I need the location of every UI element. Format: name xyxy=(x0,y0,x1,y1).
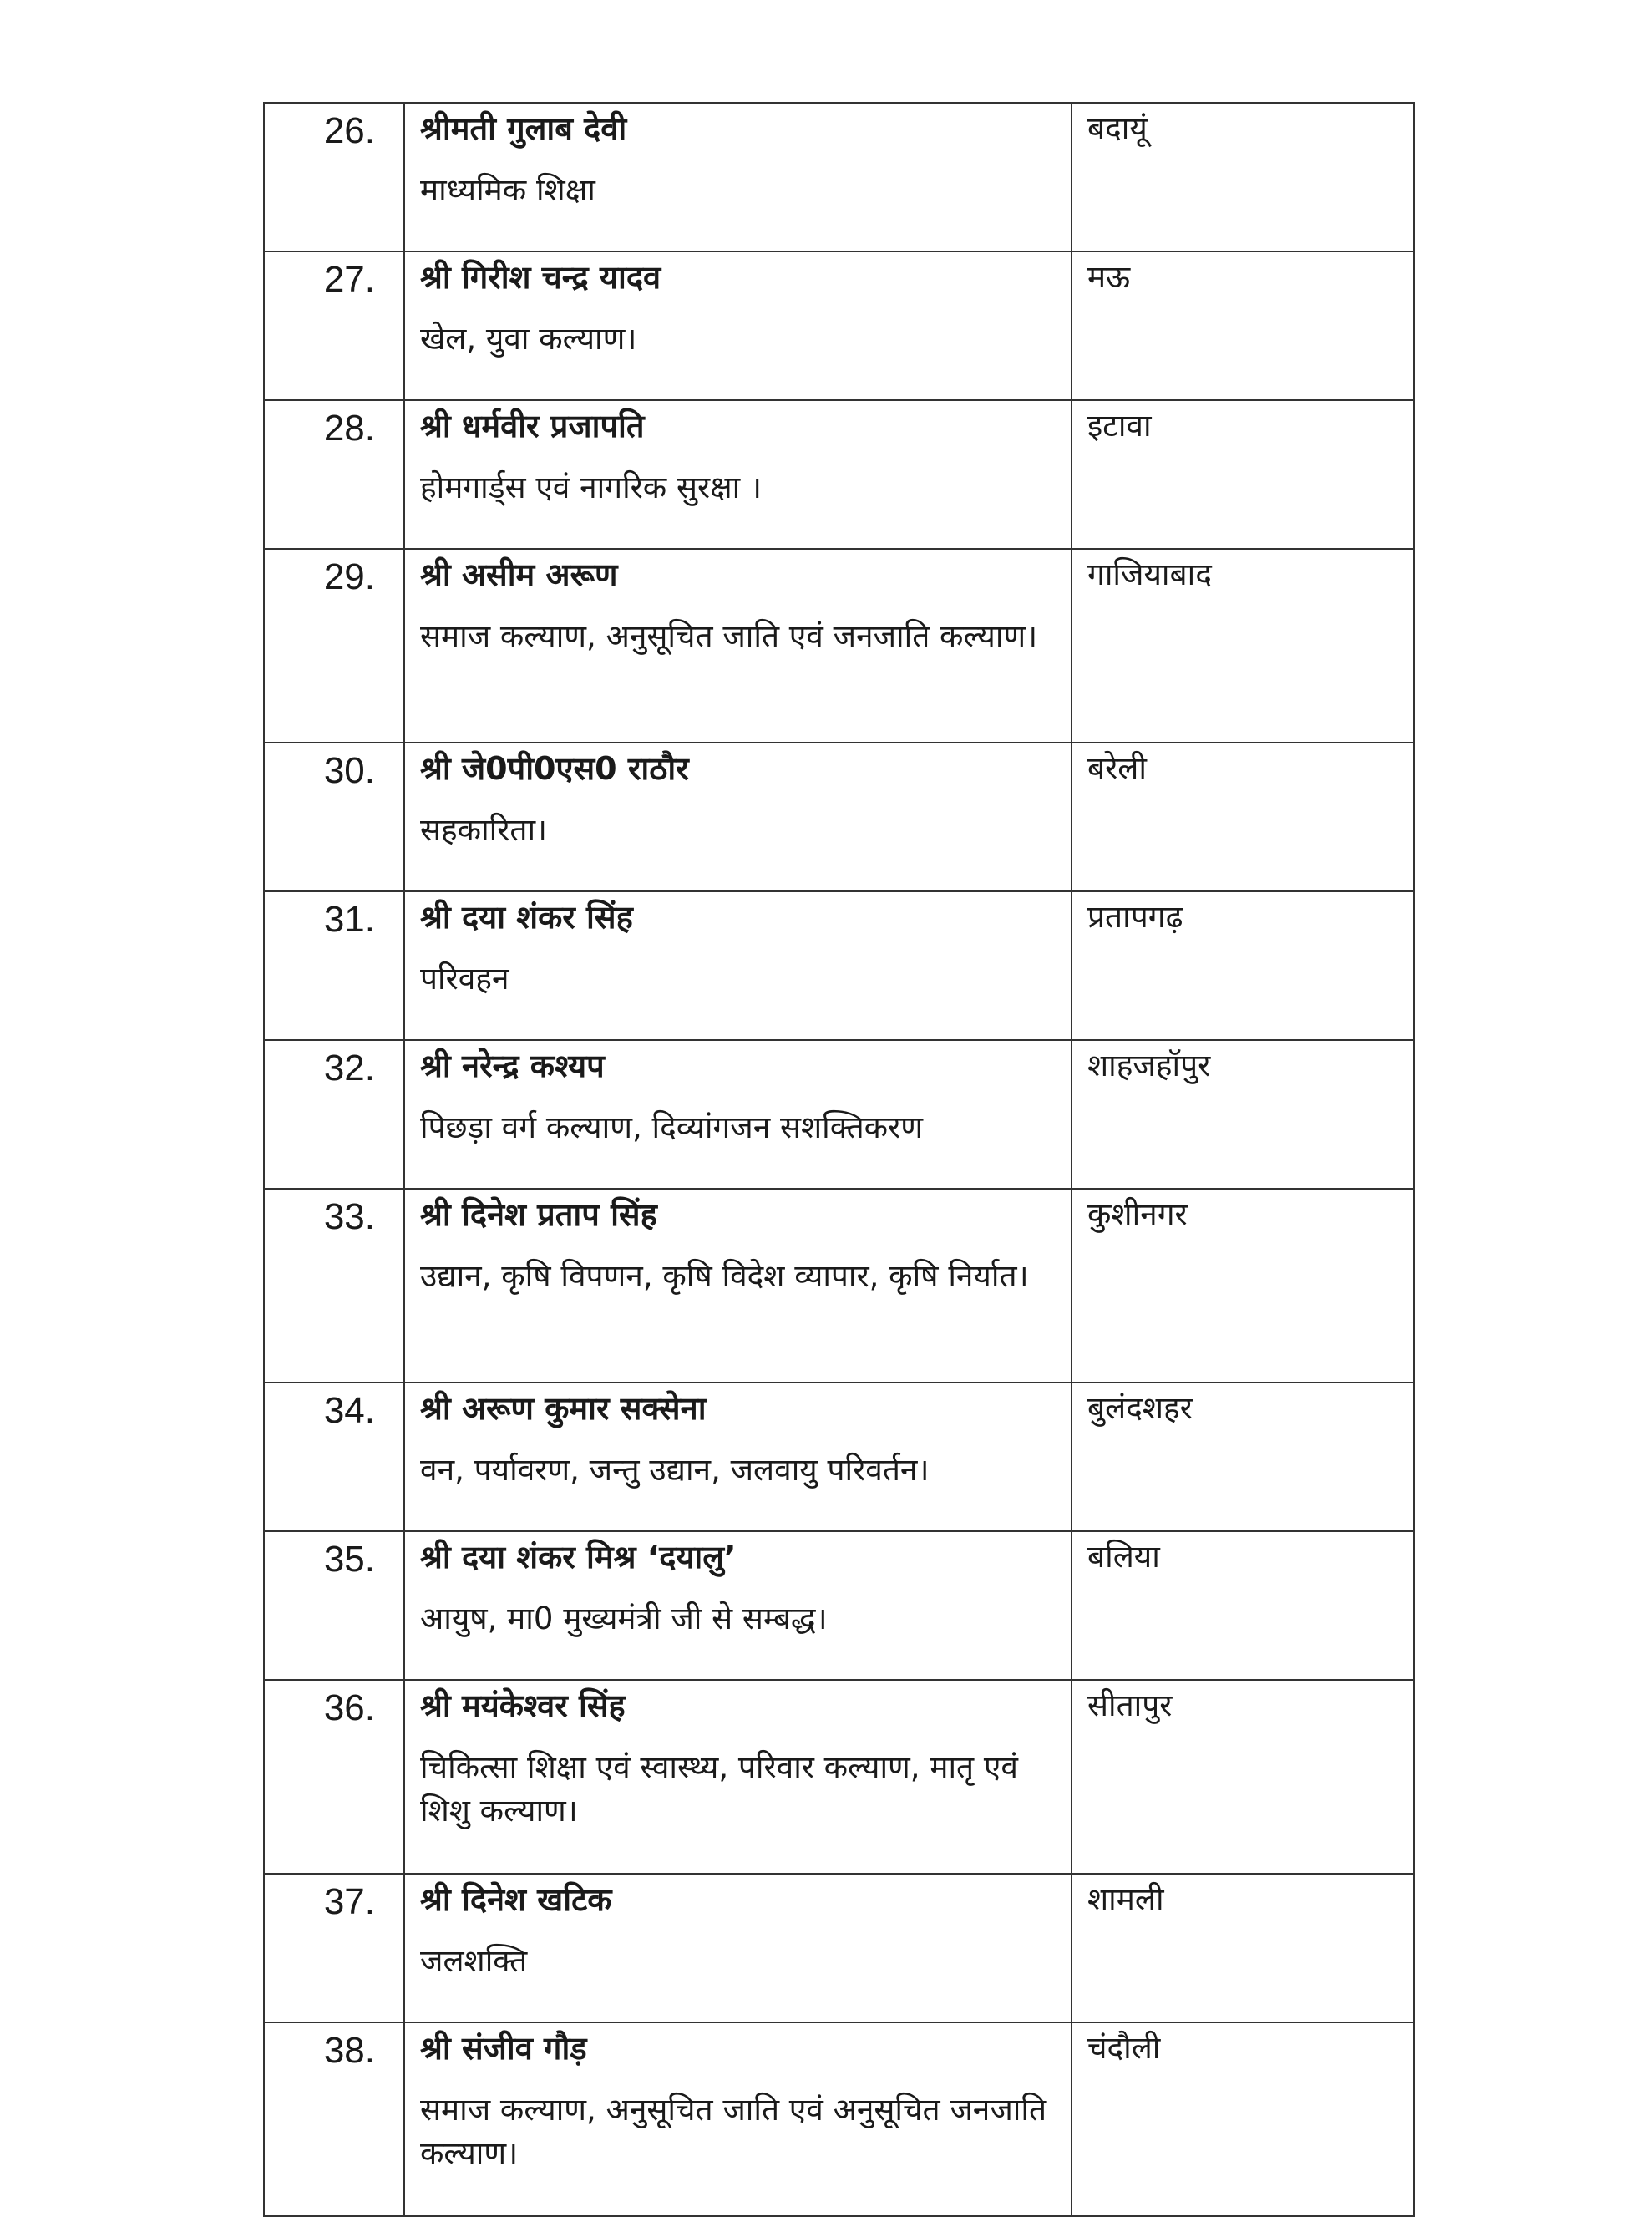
table-row xyxy=(264,1680,1414,1874)
table-row xyxy=(264,891,1414,1040)
serial-number: 28. xyxy=(264,400,404,549)
portfolio: उद्यान, कृषि विपणन, कृषि विदेश व्यापार, कृषि निर्यात। xyxy=(420,1258,1029,1294)
minister-cell xyxy=(404,1874,1072,2022)
minister-name: श्री अरूण कुमार सक्सेना xyxy=(420,1390,707,1427)
district: बुलंदशहर xyxy=(1072,1382,1414,1531)
serial-number: 33. xyxy=(264,1189,404,1382)
district: चंदौली xyxy=(1072,2022,1414,2216)
serial-number: 26. xyxy=(264,103,404,251)
district: बदायूं xyxy=(1072,103,1414,251)
minister-name: श्री दया शंकर सिंह xyxy=(420,899,633,936)
table-row xyxy=(264,2022,1414,2216)
serial-number: 30. xyxy=(264,743,404,891)
portfolio: समाज कल्याण, अनुसूचित जाति एवं अनुसूचित जनजाति कल्याण। xyxy=(420,2092,1047,2171)
minister-cell xyxy=(404,1680,1072,1874)
serial-number: 36. xyxy=(264,1680,404,1874)
minister-cell xyxy=(404,400,1072,549)
minister-name: श्रीमती गुलाब देवी xyxy=(420,110,627,147)
table-row xyxy=(264,1040,1414,1189)
portfolio: होमगार्ड्स एवं नागरिक सुरक्षा । xyxy=(420,469,763,505)
minister-cell xyxy=(404,1189,1072,1382)
portfolio: पिछड़ा वर्ग कल्याण, दिव्यांगजन सशक्तिकरण xyxy=(420,1109,923,1145)
minister-name: श्री नरेन्द्र कश्यप xyxy=(420,1048,605,1084)
district: मऊ xyxy=(1072,251,1414,400)
minister-name: श्री मयंकेश्वर सिंह xyxy=(420,1687,626,1724)
serial-number: 38. xyxy=(264,2022,404,2216)
minister-cell xyxy=(404,1382,1072,1531)
minister-name: श्री जे0पी0एस0 राठौर xyxy=(420,750,689,787)
minister-cell xyxy=(404,1531,1072,1680)
district: गाजियाबाद xyxy=(1072,549,1414,743)
minister-name: श्री दिनेश खटिक xyxy=(420,1881,612,1918)
minister-cell xyxy=(404,2022,1072,2216)
district: बरेली xyxy=(1072,743,1414,891)
district: शाहजहॉपुर xyxy=(1072,1040,1414,1189)
serial-number: 27. xyxy=(264,251,404,400)
portfolio: माध्यमिक शिक्षा xyxy=(420,172,595,208)
table-body xyxy=(264,103,1414,2216)
minister-name: श्री गिरीश चन्द्र यादव xyxy=(420,259,661,296)
minister-cell xyxy=(404,891,1072,1040)
table-row xyxy=(264,1531,1414,1680)
table-row xyxy=(264,549,1414,743)
serial-number: 29. xyxy=(264,549,404,743)
district: बलिया xyxy=(1072,1531,1414,1680)
serial-number: 35. xyxy=(264,1531,404,1680)
table-row xyxy=(264,1189,1414,1382)
minister-cell xyxy=(404,103,1072,251)
table-row xyxy=(264,743,1414,891)
district: प्रतापगढ़ xyxy=(1072,891,1414,1040)
table-row xyxy=(264,251,1414,400)
minister-cell xyxy=(404,1040,1072,1189)
portfolio: परिवहन xyxy=(420,961,509,997)
serial-number: 34. xyxy=(264,1382,404,1531)
district: इटावा xyxy=(1072,400,1414,549)
minister-name: श्री दिनेश प्रताप सिंह xyxy=(420,1196,657,1233)
ministers-table xyxy=(263,102,1415,2217)
district: कुशीनगर xyxy=(1072,1189,1414,1382)
minister-cell xyxy=(404,549,1072,743)
district: सीतापुर xyxy=(1072,1680,1414,1874)
table-row xyxy=(264,103,1414,251)
district: शामली xyxy=(1072,1874,1414,2022)
serial-number: 32. xyxy=(264,1040,404,1189)
minister-cell xyxy=(404,743,1072,891)
portfolio: समाज कल्याण, अनुसूचित जाति एवं जनजाति कल्याण। xyxy=(420,618,1038,654)
minister-name: श्री धर्मवीर प्रजापति xyxy=(420,408,645,444)
minister-name: श्री असीम अरूण xyxy=(420,556,618,593)
portfolio: सहकारिता। xyxy=(420,812,548,848)
portfolio: चिकित्सा शिक्षा एवं स्वास्थ्य, परिवार कल्याण, मातृ एवं शिशु कल्याण। xyxy=(420,1749,1018,1829)
serial-number: 37. xyxy=(264,1874,404,2022)
portfolio: वन, पर्यावरण, जन्तु उद्यान, जलवायु परिवर्तन। xyxy=(420,1452,930,1488)
minister-name: श्री दया शंकर मिश्र ‘दयालु’ xyxy=(420,1539,737,1575)
minister-name: श्री संजीव गौड़ xyxy=(420,2030,587,2067)
table-row xyxy=(264,400,1414,549)
serial-number: 31. xyxy=(264,891,404,1040)
portfolio: जलशक्ति xyxy=(420,1943,528,1979)
portfolio: खेल, युवा कल्याण। xyxy=(420,321,637,357)
table-row xyxy=(264,1874,1414,2022)
portfolio: आयुष, मा0 मुख्यमंत्री जी से सम्बद्ध। xyxy=(420,1601,828,1636)
table-row xyxy=(264,1382,1414,1531)
minister-cell xyxy=(404,251,1072,400)
